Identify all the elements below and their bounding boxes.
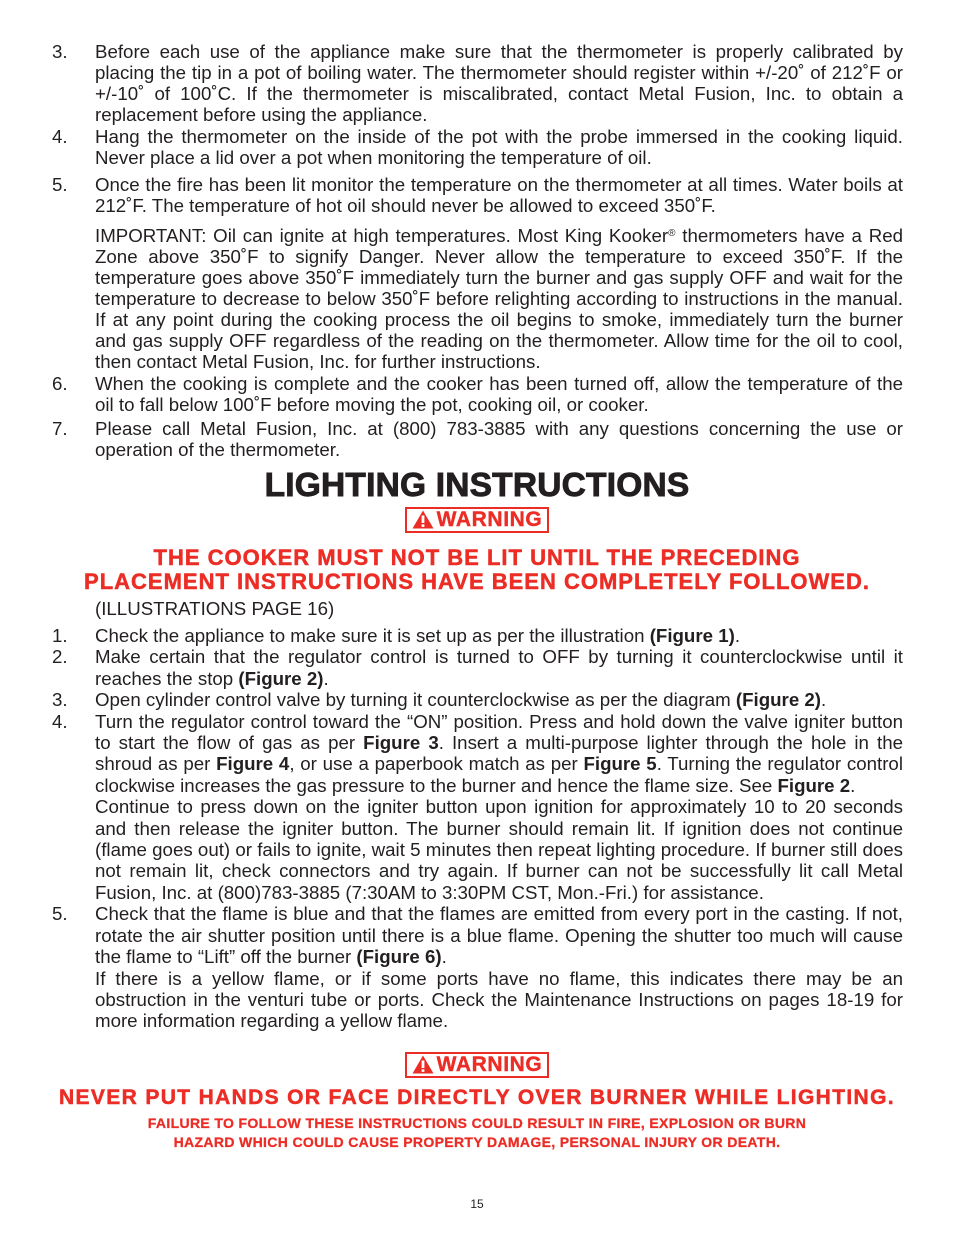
step-body bbox=[95, 903, 903, 1031]
figure-ref: Figure 3 bbox=[363, 732, 439, 754]
item-text: Once the fire has been lit monitor the temperature on the thermometer at all times. Water boils at 212˚F. The temperature of hot oil should never be allowed to exceed 350˚F. bbox=[95, 174, 903, 216]
warning-triangle-icon bbox=[412, 1055, 434, 1074]
list-item bbox=[52, 689, 903, 710]
illustrations-reference: (ILLUSTRATIONS PAGE 16) bbox=[95, 598, 335, 619]
step-text-continued: If there is a yellow flame, or if some ports have no flame, this indicates there may be an obstruction in the venturi tube or ports. Check the Maintenance Instructions on pages 18-19 for more information regarding a yellow flame. bbox=[95, 967, 903, 1032]
item-number: 7. bbox=[52, 418, 68, 439]
text-segment: . Insert a multi-purpose lighter through the hole in the shroud as per bbox=[95, 732, 903, 775]
item-text: When the cooking is complete and the cooker has been turned off, allow the temperature of the oil to fall below 100˚F before moving the pot, cooking oil, or cooker. bbox=[95, 373, 903, 415]
registered-mark: ® bbox=[668, 228, 676, 239]
caution-line: PLACEMENT INSTRUCTIONS HAVE BEEN COMPLETELY FOLLOWED. bbox=[84, 569, 870, 594]
warning-text: WARNING bbox=[436, 507, 543, 531]
figure-ref: (Figure 2) bbox=[735, 689, 822, 711]
final-warning-headline: NEVER PUT HANDS OR FACE DIRECTLY OVER BURNER WHILE LIGHTING. bbox=[59, 1086, 895, 1110]
important-text: IMPORTANT: Oil can ignite at high temperatures. Most King Kooker bbox=[95, 225, 669, 246]
item-number: 6. bbox=[52, 373, 68, 394]
figure-ref: Figure 5 bbox=[583, 753, 657, 775]
text-segment: Check that the flame is blue and that the flames are emitted from every port in the casting. If not, rotate the air shutter position until there is a blue flame. Opening the shutter too much will cause the flame to “Lift” off the burner bbox=[95, 903, 903, 968]
consequence-line: HAZARD WHICH COULD CAUSE PROPERTY DAMAGE, PERSONAL INJURY OR DEATH. bbox=[173, 1134, 781, 1151]
step-text bbox=[95, 903, 903, 967]
consequence-line: FAILURE TO FOLLOW THESE INSTRUCTIONS COULD RESULT IN FIRE, EXPLOSION OR BURN bbox=[147, 1115, 807, 1132]
list-item bbox=[52, 646, 903, 689]
warning-text: WARNING bbox=[436, 1052, 543, 1076]
warning-label-row bbox=[0, 507, 954, 535]
figure-ref: (Figure 1) bbox=[649, 625, 735, 646]
step-number: 5. bbox=[52, 903, 68, 925]
list-item bbox=[52, 41, 903, 125]
caution-line: THE COOKER MUST NOT BE LIT UNTIL THE PRECEDING bbox=[153, 545, 801, 570]
item-number: 4. bbox=[52, 126, 68, 147]
item-text: Please call Metal Fusion, Inc. at (800) 783-3885 with any questions concerning the use or operation of the thermometer. bbox=[95, 418, 903, 460]
lighting-steps-list bbox=[52, 625, 903, 1032]
step-text bbox=[95, 625, 903, 646]
step-text-continued: Continue to press down on the igniter button upon ignition for approximately 10 to 20 seconds and then release the igniter button. The burner should remain lit. If ignition does not continue (flame goes out) or fails to ignite, wait 5 minutes then repeat lighting procedure. If burner still does not remain lit, check connectors and try again. If burner can not be successfully lit call Metal Fusion, Inc. at (800)783-3885 (7:30AM to 3:30PM CST, Mon.-Fri.) for assistance. bbox=[95, 796, 903, 903]
item-number: 5. bbox=[52, 174, 68, 195]
text-segment: . bbox=[441, 946, 447, 968]
warning-label bbox=[405, 1052, 550, 1078]
text-segment: Turn the regulator control toward the “ON” position. Press and hold down the valve igniter button to start the flow of gas as per bbox=[95, 710, 903, 754]
text-segment: . bbox=[323, 667, 329, 689]
text-segment: Make certain that the regulator control is turned to OFF by turning it counterclockwise until it reaches the stop bbox=[95, 646, 903, 689]
text-segment: . bbox=[821, 689, 827, 711]
important-text-continued: thermometers have a Red Zone above 350˚F to signify Danger. Never allow the temperature to exceed 350˚F. If the temperature goes above 350˚F immediately turn the burner and gas supply OFF and wait for the temperature to decrease to below 350˚F before relighting according to instructions in the manual. If at any point during the cooking process the oil begins to smoke, immediately turn the burner and gas supply OFF regardless of the reading on the thermometer. Allow time for the oil to cool, then contact Metal Fusion, Inc. for further instructions. bbox=[95, 225, 903, 372]
step-text bbox=[95, 689, 903, 710]
item-number: 3. bbox=[52, 41, 68, 62]
step-text bbox=[95, 711, 903, 797]
figure-ref: Figure 2 bbox=[777, 774, 851, 796]
text-segment: , or use a paperbook match as per bbox=[289, 753, 584, 775]
item-text: Hang the thermometer on the inside of the pot with the probe immersed in the cooking liquid. Never place a lid over a pot when monitoring the temperature of oil. bbox=[95, 126, 903, 168]
warning-triangle-icon bbox=[412, 510, 434, 529]
text-segment: Open cylinder control valve by turning it counterclockwise as per the diagram bbox=[95, 689, 736, 711]
figure-ref: (Figure 6) bbox=[356, 946, 442, 968]
final-warning-label-row bbox=[0, 1052, 954, 1080]
important-note bbox=[95, 225, 903, 372]
list-item bbox=[52, 418, 903, 460]
thermometer-precautions-list bbox=[52, 41, 903, 460]
list-item bbox=[52, 126, 903, 168]
item-text: Before each use of the appliance make sure that the thermometer is properly calibrated by placing the tip in a pot of boiling water. The thermometer should register within +/-20˚ of 212˚F or +/-10˚ of 100˚C. If the thermometer is miscalibrated, contact Metal Fusion, Inc. to obtain a replacement before using the appliance. bbox=[95, 41, 903, 125]
step-number: 2. bbox=[52, 646, 68, 668]
text-segment: Check the appliance to make sure it is set up as per the illustration bbox=[95, 625, 650, 646]
warning-label bbox=[405, 507, 550, 533]
list-item bbox=[52, 174, 903, 216]
list-item bbox=[52, 625, 903, 646]
step-body bbox=[95, 711, 903, 904]
figure-ref: (Figure 2) bbox=[238, 667, 324, 689]
text-segment: . bbox=[850, 774, 856, 796]
figure-ref: Figure 4 bbox=[216, 753, 290, 775]
page-number: 15 bbox=[470, 1197, 484, 1211]
step-text bbox=[95, 646, 903, 689]
caution-heading bbox=[0, 546, 954, 594]
final-warning-consequence bbox=[0, 1114, 954, 1152]
text-segment: . bbox=[734, 625, 741, 646]
step-number: 4. bbox=[52, 710, 68, 732]
section-title: LIGHTING INSTRUCTIONS bbox=[264, 466, 690, 504]
step-number: 1. bbox=[52, 625, 68, 646]
list-item bbox=[52, 711, 903, 904]
list-item bbox=[52, 373, 903, 415]
step-number: 3. bbox=[52, 689, 68, 711]
list-item bbox=[52, 903, 903, 1031]
text-segment: . Turning the regulator control clockwise increases the gas pressure to the burner and hence the flame size. See bbox=[95, 753, 903, 796]
